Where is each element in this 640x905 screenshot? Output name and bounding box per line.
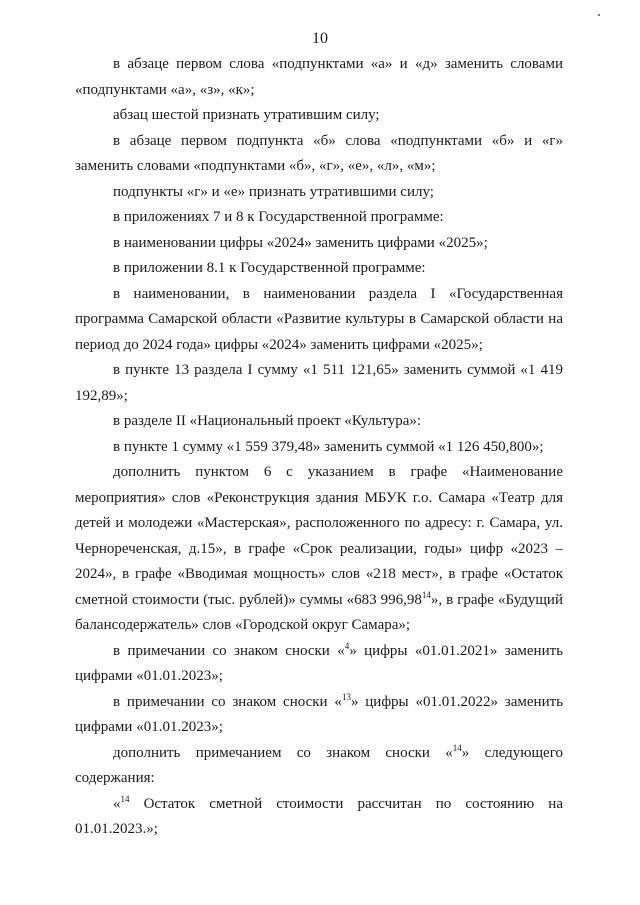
paragraph: в абзаце первом подпункта «б» слова «подпунктами «б» и «г» заменить словами «подпунктами «б», «г», «е», «л», «м»; xyxy=(75,132,563,174)
paragraph: в приложении 8.1 к Государственной программе: xyxy=(113,260,426,276)
paragraph: абзац шестой признать утратившим силу; xyxy=(113,107,380,123)
paragraph-note-4 xyxy=(75,639,563,690)
paragraph: подпункты «г» и «е» признать утратившими силу; xyxy=(113,183,434,200)
text: дополнить примечанием со знаком сноски « xyxy=(113,744,453,761)
document-body xyxy=(75,52,563,843)
text: в примечании со знаком сноски « xyxy=(113,693,342,710)
footnote-ref: 4 xyxy=(344,640,350,651)
paragraph: в приложениях 7 и 8 к Государственной программе: xyxy=(113,209,444,225)
paragraph: в пункте 1 сумму «1 559 379,48» заменить суммой «1 126 450,800»; xyxy=(113,438,544,455)
paragraph: в наименовании, в наименовании раздела I «Государственная программа Самарской области «Развитие культуры в Самарской области на период до 2024 года» цифры «2024» заменить цифрами «2025»; xyxy=(75,285,563,353)
text: дополнить пунктом 6 с указанием в графе «Наименование мероприятия» слов «Реконструкция здания МБУК г.о. Самара «Театр для детей и молодежи «Мастерская», расположенного по адресу: г. Самара, ул. Чернореченская, д.15», в графе «Срок реализации, годы» цифр «2023 – 2024», в графе «Вводимая мощность» слов «218 мест», в графе «Остаток сметной стоимости (тыс. рублей)» суммы «683 996,98 xyxy=(75,464,563,608)
paragraph: в наименовании цифры «2024» заменить цифрами «2025»; xyxy=(113,234,488,251)
paragraph-footnote-text xyxy=(75,792,563,843)
paragraph: в пункте 13 раздела I сумму «1 511 121,65» заменить суммой «1 419 192,89»; xyxy=(75,362,563,404)
footnote-ref: 14 xyxy=(421,589,431,600)
footnote-ref: 13 xyxy=(341,691,351,702)
paragraph: в разделе II «Национальный проект «Культура»: xyxy=(113,413,422,429)
footnote-ref: 14 xyxy=(120,793,130,804)
text: Остаток сметной стоимости рассчитан по состоянию на 01.01.2023.»; xyxy=(75,795,563,837)
paragraph-note-14 xyxy=(75,741,563,792)
paragraph-add-item-6 xyxy=(75,460,563,639)
footnote-ref: 14 xyxy=(452,742,462,753)
page-number: 10 xyxy=(312,30,328,47)
scan-mark xyxy=(598,14,600,16)
paragraph-note-13 xyxy=(75,690,563,741)
text: » следующего содержания: xyxy=(75,744,563,786)
text: « xyxy=(113,795,121,812)
text: в примечании со знаком сноски « xyxy=(113,642,345,659)
text: » цифры «01.01.2022» заменить цифрами «01.01.2023»; xyxy=(75,693,563,735)
text: » цифры «01.01.2021» заменить цифрами «01.01.2023»; xyxy=(75,642,563,684)
text: », в графе «Будущий балансодержатель» слов «Городской округ Самара»; xyxy=(75,591,563,633)
paragraph: в абзаце первом слова «подпунктами «а» и «д» заменить словами «подпунктами «а», «з», «к»; xyxy=(75,56,563,98)
